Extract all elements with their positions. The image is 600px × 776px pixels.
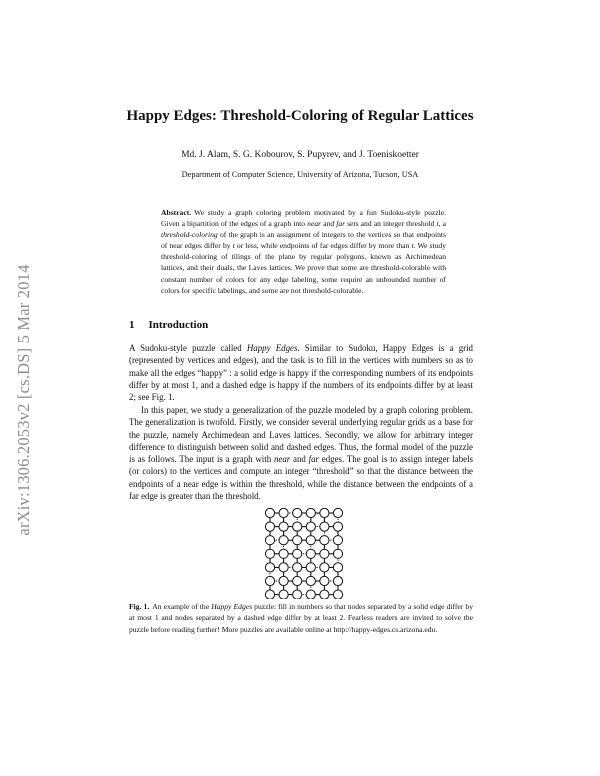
far-term: far <box>308 454 319 465</box>
grid-node <box>265 576 274 585</box>
grid-node <box>265 590 274 599</box>
grid-node <box>265 522 274 531</box>
grid-node <box>306 522 315 531</box>
grid-node <box>333 536 342 545</box>
grid-node <box>265 549 274 558</box>
grid-node <box>333 563 342 572</box>
abstract-text: of the graph is an assignment of integers to the vertices so that endpoints of near edges differ by <box>161 230 446 251</box>
grid-node <box>306 508 315 517</box>
grid-node <box>293 590 302 599</box>
grid-node <box>320 536 329 545</box>
paragraph-text: and <box>290 454 309 465</box>
grid-node <box>265 508 274 517</box>
section-heading <box>129 319 208 331</box>
grid-node <box>320 508 329 517</box>
grid-node <box>293 536 302 545</box>
grid-node <box>279 536 288 545</box>
grid-node <box>320 590 329 599</box>
paragraph-text: A Sudoku-style puzzle called <box>129 343 247 353</box>
grid-node <box>333 508 342 517</box>
abstract-text: or less, while endpoints of far edges differ by more than <box>234 241 412 251</box>
grid-node <box>293 576 302 585</box>
happy-edges-term: Happy Edges <box>246 343 298 353</box>
authors: Md. J. Alam, S. G. Kobourov, S. Pupyrev, and J. Toeniskoetter <box>181 150 419 160</box>
abstract-var-t: t <box>436 219 439 229</box>
paragraph-1 <box>129 342 473 403</box>
grid-node <box>293 563 302 572</box>
affiliation: Department of Computer Science, University of Arizona, Tucson, USA <box>181 170 419 179</box>
caption-label: Fig. 1. <box>129 602 150 611</box>
paper-title: Happy Edges: Threshold-Coloring of Regular Lattices <box>126 108 474 124</box>
abstract-threshold-coloring: threshold-coloring <box>161 230 218 240</box>
grid-node <box>306 576 315 585</box>
happy-edges-grid-figure <box>264 507 344 599</box>
grid-node <box>306 590 315 599</box>
grid-node <box>333 549 342 558</box>
grid-node <box>333 576 342 585</box>
grid-node <box>265 536 274 545</box>
grid-node <box>293 549 302 558</box>
grid-node <box>320 563 329 572</box>
arxiv-stamp <box>9 215 39 585</box>
paragraph-text: edges. The goal is to assign integer labels (or colors) to the vertices and compute an integer “threshold” so that the distance between the endpoints of a near edge is within the threshold, while the distance between the endpoints of a far edge is greater than the threshold. <box>129 454 473 502</box>
grid-node <box>306 563 315 572</box>
abstract-text: . We study threshold-coloring of tilings of the plane by regular polygons, known as Archimedean lattices, and their duals, the Laves lattices. We prove that some are threshold-colorable with constant number of colors for any edge labeling, some require an unbounded number of colors for specific labelings, and some are not threshold-colorable. <box>161 241 446 295</box>
grid-node <box>306 536 315 545</box>
grid-node <box>293 508 302 517</box>
abstract-near: near <box>307 219 322 229</box>
section-number: 1 <box>129 319 135 331</box>
grid-node <box>265 563 274 572</box>
abstract <box>161 207 446 296</box>
grid-node <box>333 522 342 531</box>
grid-node <box>279 522 288 531</box>
paragraph-2 <box>129 404 473 502</box>
grid-node <box>320 549 329 558</box>
grid-node <box>279 563 288 572</box>
abstract-label: Abstract. <box>161 208 192 217</box>
grid-node <box>306 549 315 558</box>
near-term: near <box>273 454 291 465</box>
grid-node <box>333 590 342 599</box>
grid-node <box>279 549 288 558</box>
abstract-text: We study a graph coloring problem motivated by a fun Sudoku-style puzzle. Given a bipartition of the edges of a graph into <box>161 208 446 229</box>
grid-node <box>279 590 288 599</box>
caption-text: puzzle: fill in numbers so that nodes separated by a solid edge differ by at most 1 and nodes separated by a dashed edge differ by at least 2. Fearless readers are invited to solve the puzzle before reading further! More puzzles are available online at http://happy-edges.cs.arizona.edu. <box>129 602 474 634</box>
abstract-far: far <box>336 219 346 229</box>
grid-node <box>279 576 288 585</box>
abstract-text: sets and an integer threshold <box>345 219 437 229</box>
figure-caption <box>129 601 473 635</box>
abstract-text: , a <box>438 219 446 229</box>
paragraph-text: . Similar to Sudoku, Happy Edges is a grid (represented by vertices and edges), and the task is to fill in the vertices with numbers so as to make all the edges “happy” : a solid edge is happy if the corresponding numbers of its endpoints differ by at most 1, and a dashed edge is happy if the numbers of its endpoints differ by at least 2; see Fig. 1. <box>129 343 473 403</box>
abstract-var-t: t <box>411 241 414 251</box>
section-title: Introduction <box>148 319 209 331</box>
grid-node <box>293 522 302 531</box>
grid-node <box>320 522 329 531</box>
caption-text: An example of the <box>152 602 212 611</box>
happy-edges-term: Happy Edges <box>211 602 253 611</box>
grid-node <box>320 576 329 585</box>
arxiv-stamp-text: arXiv:1306.2053v2 [cs.DS] 5 Mar 2014 <box>14 264 33 536</box>
abstract-text: and <box>321 219 337 229</box>
abstract-var-t: t <box>232 241 235 251</box>
grid-node <box>279 508 288 517</box>
paragraph-text: In this paper, we study a generalization of the puzzle modeled by a graph coloring problem. The generalization is twofold. Firstly, we consider several underlying regular grids as a base for the puzzle, namely Archimedean and Laves lattices. Secondly, we allow for arbitrary integer difference to distinguish between solid and dashed edges. Thus, the formal model of the puzzle is as follows. The input is a graph with <box>129 405 473 465</box>
